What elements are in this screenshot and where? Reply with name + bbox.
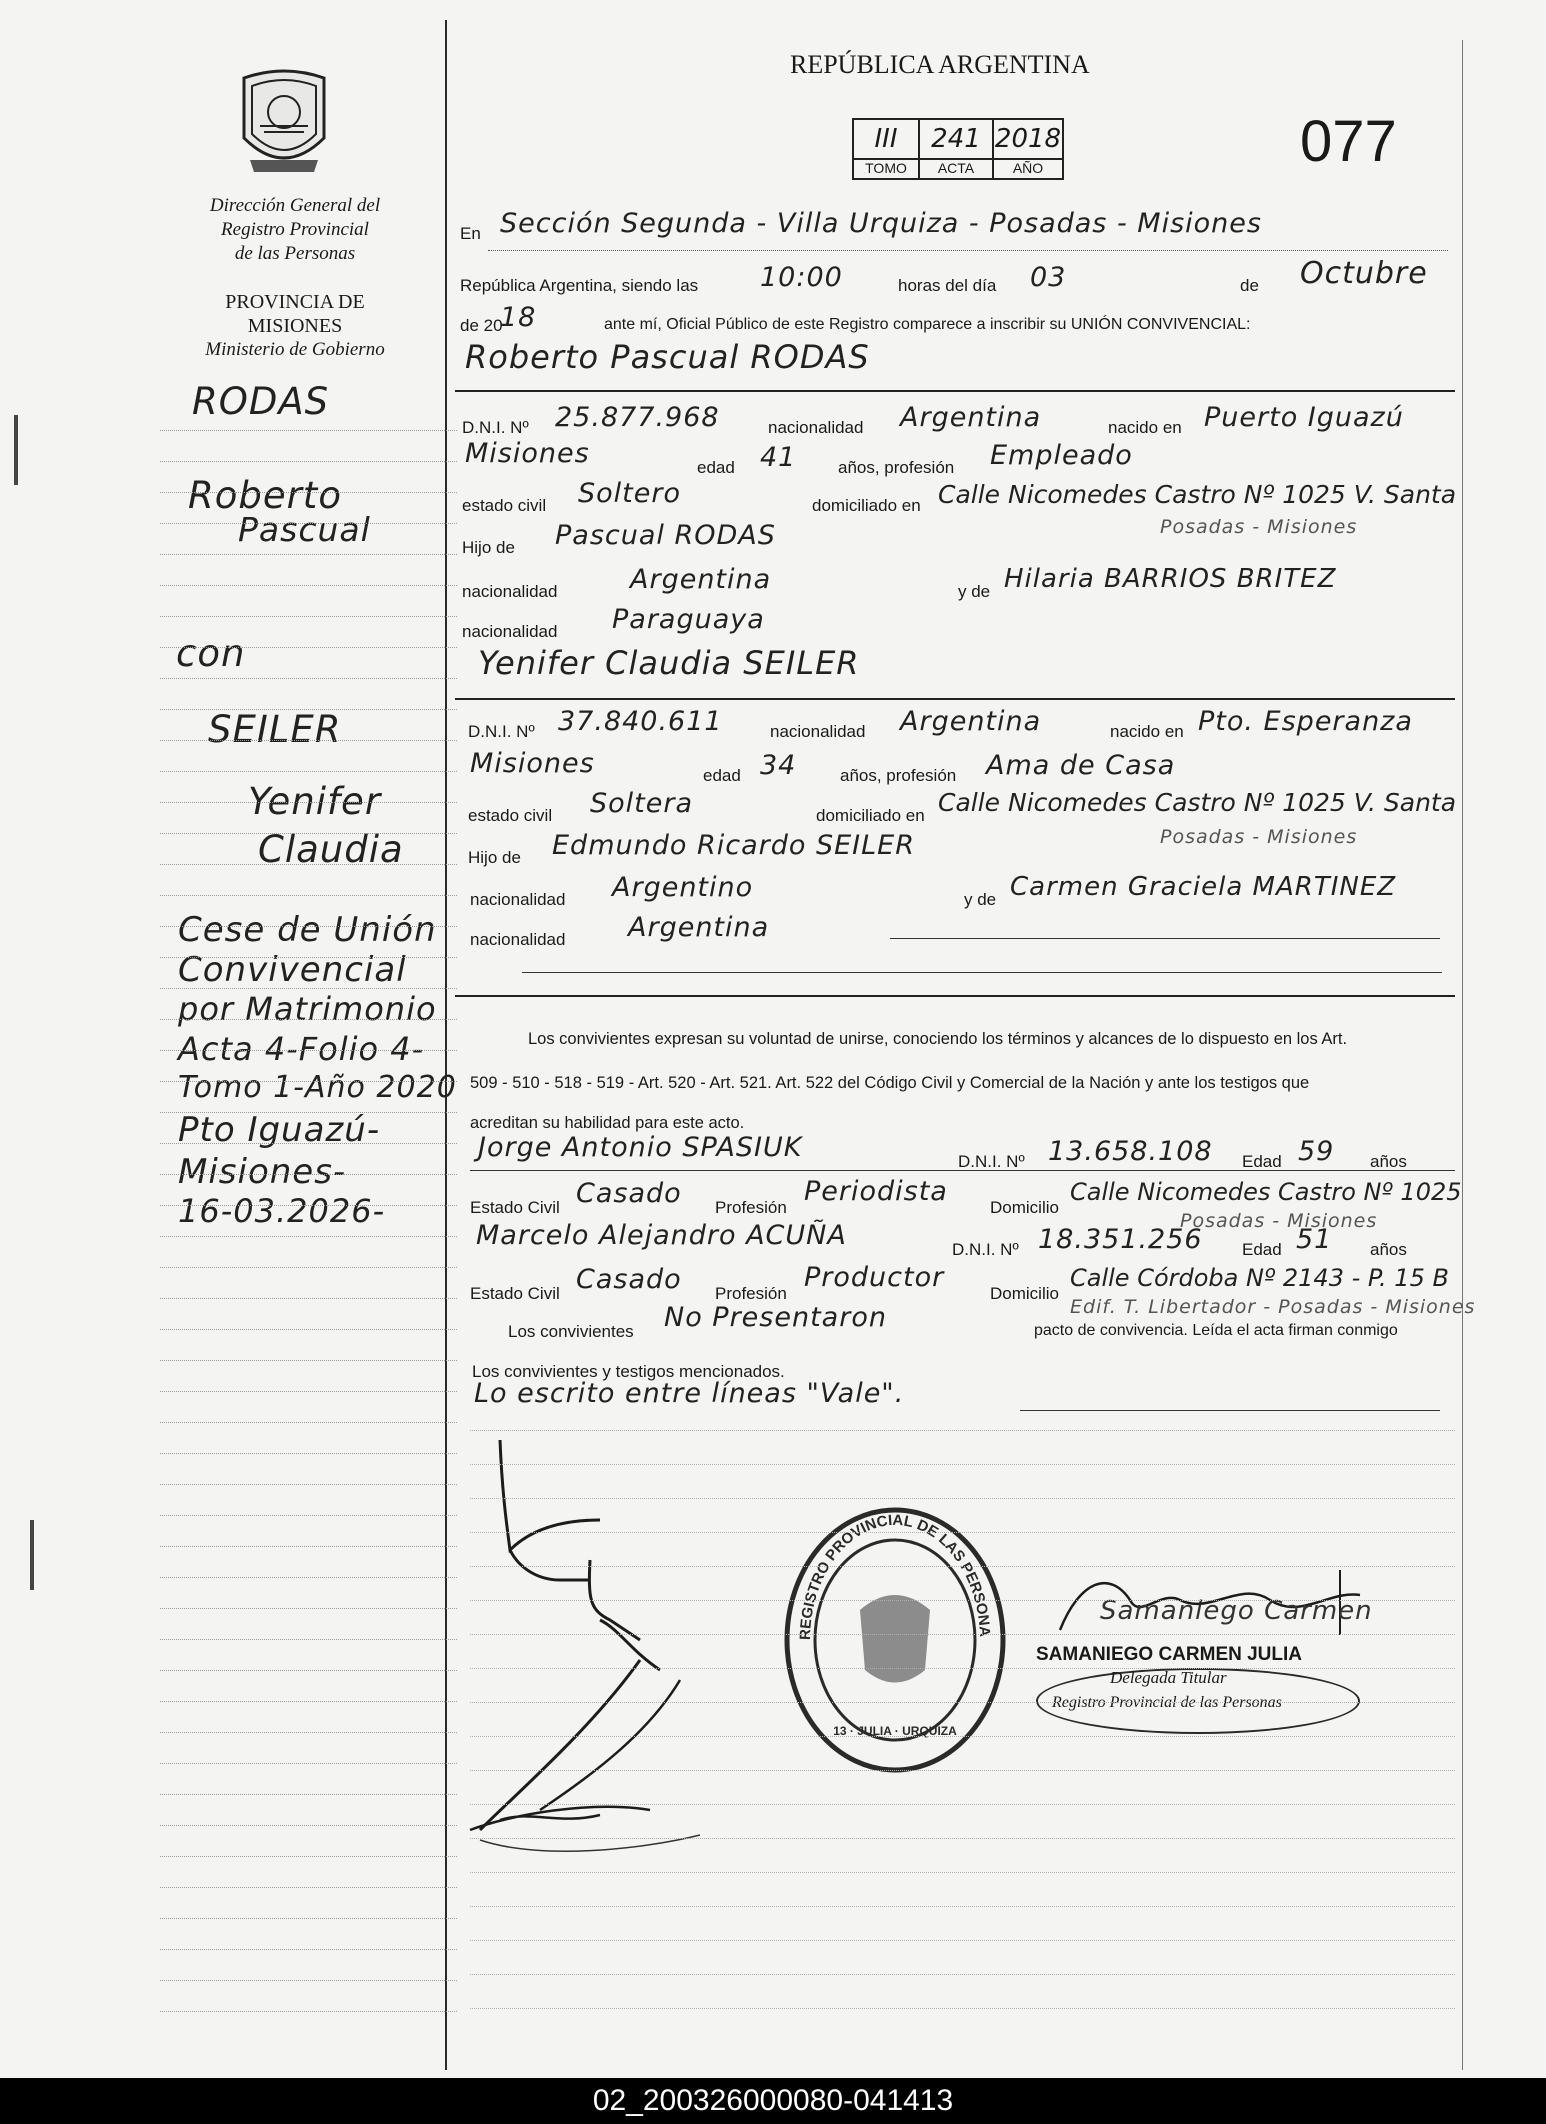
office-line-1: Dirección General del — [209, 195, 381, 216]
acta-label: ACTA — [918, 158, 994, 180]
person2-address-value: Calle Nicomedes Castro Nº 1025 V. Santa — [938, 788, 1457, 817]
person1-father-nat-label: nacionalidad — [462, 582, 558, 601]
person1-age-value: 41 — [760, 442, 797, 473]
margin-note-7: Misiones- — [178, 1152, 347, 1192]
witness2-dni-value: 18.351.256 — [1038, 1224, 1203, 1255]
margin-rule-line — [160, 585, 457, 586]
margin-rule-line — [160, 864, 457, 865]
person2-yde-label: y de — [964, 890, 997, 909]
margin-note-1: Cese de Unión — [178, 910, 437, 950]
person1-profession-value: Empleado — [990, 440, 1133, 471]
witness2-profession-label: Profesión — [715, 1284, 787, 1303]
margin-rule-line — [160, 1825, 457, 1826]
person1-yde-label: y de — [958, 582, 991, 601]
witness2-years-label: años — [1370, 1240, 1407, 1259]
margin-rule-line — [160, 1143, 457, 1144]
margin-rule-line — [160, 647, 457, 648]
margin-rule-line — [160, 678, 457, 679]
witness1-address-value: Calle Nicomedes Castro Nº 1025 — [1070, 1178, 1462, 1206]
province-block — [160, 290, 430, 362]
person2-mother-nat-value: Argentina — [628, 912, 770, 943]
location-value: Sección Segunda - Villa Urquiza - Posadas - Misiones — [500, 208, 1262, 239]
person2-birthplace-label: nacido en — [1110, 722, 1184, 741]
person2-address-label: domiciliado en — [816, 806, 925, 825]
margin-rule-line — [160, 1236, 457, 1237]
person2-full-name: Yenifer Claudia SEILER — [478, 644, 860, 682]
person1-birthplace-label: nacido en — [1108, 418, 1182, 437]
person2-father-nat-value: Argentino — [612, 872, 754, 903]
witness1-dni-label: D.N.I. Nº — [958, 1152, 1025, 1171]
binding-mark-top — [14, 415, 18, 485]
person2-mother-value: Carmen Graciela MARTINEZ — [1010, 872, 1397, 902]
person2-age-label: edad — [703, 766, 741, 785]
right-border — [1462, 40, 1463, 2070]
margin-rule-line — [160, 1608, 457, 1609]
margin-rule-line — [160, 1422, 457, 1423]
acta-box: 241 — [918, 118, 994, 160]
margin-rule-line — [160, 1050, 457, 1051]
margin-rule-line — [160, 802, 457, 803]
witness1-profession-label: Profesión — [715, 1198, 787, 1217]
person2-address-line2: Posadas - Misiones — [1160, 826, 1358, 848]
margin-rule-line — [160, 1794, 457, 1795]
registry-stamp — [780, 1500, 1010, 1780]
body-rule-line — [470, 1804, 1455, 1805]
margin-given-1a: Roberto — [188, 474, 342, 517]
official-registry: Registro Provincial de las Personas — [1052, 1694, 1282, 1711]
body-rule-line — [470, 1498, 1455, 1499]
body-rule-line — [470, 1566, 1455, 1567]
party-signatures — [440, 1430, 740, 1860]
witness1-profession-value: Periodista — [804, 1176, 948, 1207]
margin-rule-line — [160, 1391, 457, 1392]
body-rule-line — [470, 1668, 1455, 1669]
closing-line: Los convivientes y testigos mencionados. — [472, 1362, 785, 1381]
coat-of-arms-seal — [236, 68, 332, 180]
office-name — [160, 194, 430, 266]
margin-rule-line — [160, 1174, 457, 1175]
witness1-age-label: Edad — [1242, 1152, 1282, 1171]
body-rule-line — [470, 1532, 1455, 1533]
margin-given-1b: Pascual — [238, 510, 371, 549]
year-suffix: 18 — [500, 302, 537, 333]
person2-father-nat-label: nacionalidad — [470, 890, 566, 909]
person1-province-value: Misiones — [465, 438, 590, 469]
person2-nationality-label: nacionalidad — [770, 722, 866, 741]
person1-mother-value: Hilaria BARRIOS BRITEZ — [1004, 564, 1337, 594]
month-value: Octubre — [1300, 256, 1428, 291]
person1-dni-value: 25.877.968 — [555, 402, 720, 433]
margin-rule-line — [160, 988, 457, 989]
margin-rule-line — [160, 2011, 457, 2012]
document-number: 077 — [1300, 109, 1397, 174]
margin-rule-line — [160, 1949, 457, 1950]
office-line-2: Registro Provincial — [221, 219, 369, 240]
pact-text: pacto de convivencia. Leída el acta firman conmigo — [1034, 1322, 1398, 1339]
person2-profession-value: Ama de Casa — [986, 750, 1176, 781]
body-rule-line — [470, 1736, 1455, 1737]
margin-rule-line — [160, 1360, 457, 1361]
barcode-footer: 02_200326000080-041413 — [0, 2078, 1546, 2124]
margin-rule-line — [160, 1298, 457, 1299]
witness1-name-value: Jorge Antonio SPASIUK — [478, 1132, 803, 1163]
official-signature-text: Samaniego Carmen — [1100, 1596, 1373, 1626]
witness2-name-value: Marcelo Alejandro ACUÑA — [476, 1220, 847, 1251]
body-rule-line — [470, 1940, 1455, 1941]
stamp-text: REGISTRO PROVINCIAL DE LAS PERSONA — [796, 1511, 994, 1641]
margin-rule-line — [160, 1918, 457, 1919]
person2-province-value: Misiones — [470, 748, 595, 779]
location-rule — [488, 250, 1448, 251]
person1-father-nat-value: Argentina — [630, 564, 772, 595]
margin-note-2: Convivencial — [178, 950, 407, 990]
person1-age-label: edad — [697, 458, 735, 477]
witness1-civil-label: Estado Civil — [470, 1198, 560, 1217]
office-line-3: de las Personas — [234, 243, 356, 264]
person1-civil-label: estado civil — [462, 496, 547, 515]
margin-rule-line — [160, 1670, 457, 1671]
margin-rule-line — [160, 1763, 457, 1764]
witness2-civil-label: Estado Civil — [470, 1284, 560, 1303]
person2-profession-label: años, profesión — [840, 766, 957, 785]
body-rule-line — [470, 1702, 1455, 1703]
witness2-address-value: Calle Córdoba Nº 2143 - P. 15 B — [1070, 1264, 1449, 1292]
legal-line-2: 509 - 510 - 518 - 519 - Art. 520 - Art. 521. Art. 522 del Código Civil y Comercial de la Nación y ante los testigos que — [470, 1074, 1310, 1092]
body-rule-line — [470, 1600, 1455, 1601]
person1-name-rule — [455, 390, 1455, 392]
person1-address-value: Calle Nicomedes Castro Nº 1025 V. Santa — [938, 480, 1457, 509]
person2-father-value: Edmundo Ricardo SEILER — [552, 830, 915, 861]
witness2-address-label: Domicilio — [990, 1284, 1059, 1303]
ministry-line: Ministerio de Gobierno — [205, 339, 385, 360]
person2-name-rule — [455, 698, 1455, 700]
margin-note-4: Acta 4-Folio 4- — [178, 1030, 425, 1068]
witness2-dni-label: D.N.I. Nº — [952, 1240, 1019, 1259]
horas-label: horas del día — [898, 276, 997, 295]
margin-rule-line — [160, 1205, 457, 1206]
margin-rule-line — [160, 430, 457, 431]
margin-rule-line — [160, 1453, 457, 1454]
margin-rule-line — [160, 1081, 457, 1082]
person1-father-value: Pascual RODAS — [555, 520, 776, 551]
person2-birthplace-value: Pto. Esperanza — [1198, 706, 1413, 737]
person2-age-value: 34 — [760, 750, 797, 781]
margin-rule-line — [160, 1019, 457, 1020]
margin-rule-line — [160, 1732, 457, 1733]
margin-surname-1: RODAS — [192, 380, 330, 423]
person1-parent-label: Hijo de — [462, 538, 515, 557]
margin-rule-line — [160, 1887, 457, 1888]
republic-label: República Argentina, siendo las — [460, 276, 699, 295]
person1-address-label: domiciliado en — [812, 496, 921, 515]
person2-mother-nat-label: nacionalidad — [470, 930, 566, 949]
erratum-rule — [1020, 1410, 1440, 1411]
witness2-age-label: Edad — [1242, 1240, 1282, 1259]
margin-rule-line — [160, 771, 457, 772]
anio-box: 2018 — [992, 118, 1064, 160]
witness2-civil-value: Casado — [576, 1264, 682, 1295]
margin-rule-line — [160, 554, 457, 555]
margin-rule-line — [160, 461, 457, 462]
person1-mother-nat-value: Paraguaya — [612, 604, 765, 635]
margin-rule-line — [160, 1546, 457, 1547]
margin-given-2a: Yenifer — [248, 780, 382, 823]
person1-mother-nat-label: nacionalidad — [462, 622, 558, 641]
day-value: 03 — [1030, 262, 1067, 293]
legal-line-1: Los convivientes expresan su voluntad de unirse, conociendo los términos y alcances de lo dispuesto en los Art. — [528, 1030, 1348, 1048]
province-line-2: MISIONES — [247, 315, 343, 337]
margin-rule-line — [160, 616, 457, 617]
body-rule-line — [470, 1634, 1455, 1635]
convivientes-label: Los convivientes — [508, 1322, 634, 1341]
margin-rule-line — [160, 1701, 457, 1702]
margin-rule-line — [160, 492, 457, 493]
body-rule-line — [470, 1974, 1455, 1975]
person2-civil-value: Soltera — [590, 788, 694, 819]
tomo-label: TOMO — [852, 158, 920, 180]
person1-birthplace-value: Puerto Iguazú — [1204, 402, 1404, 433]
anio-label: AÑO — [992, 158, 1064, 180]
margin-rule-line — [160, 833, 457, 834]
margin-rule-line — [160, 1980, 457, 1981]
witness1-address-label: Domicilio — [990, 1198, 1059, 1217]
pact-value: No Presentaron — [664, 1302, 887, 1333]
margin-rule-line — [160, 709, 457, 710]
margin-rule-line — [160, 957, 457, 958]
margin-rule-line — [160, 1112, 457, 1113]
witness1-name-rule — [470, 1170, 1455, 1171]
person1-full-name: Roberto Pascual RODAS — [465, 338, 870, 376]
margin-rule-line — [160, 926, 457, 927]
person1-profession-label: años, profesión — [838, 458, 955, 477]
province-line-1: PROVINCIA DE — [225, 291, 365, 313]
body-rule-line — [470, 2008, 1455, 2009]
erratum-value: Lo escrito entre líneas "Vale". — [474, 1378, 905, 1409]
margin-rule-line — [160, 1484, 457, 1485]
en-label: En — [460, 224, 481, 243]
margin-rule-line — [160, 740, 457, 741]
person1-civil-value: Soltero — [578, 478, 681, 509]
hour-value: 10:00 — [760, 262, 843, 293]
witness2-profession-value: Productor — [804, 1262, 945, 1293]
margin-rule-line — [160, 1267, 457, 1268]
body-rule-line — [470, 1430, 1455, 1431]
tomo-box: III — [852, 118, 920, 160]
margin-rule-line — [160, 1577, 457, 1578]
blank-rule-2 — [522, 972, 1442, 973]
blank-rule-1 — [890, 938, 1440, 939]
section-divider — [455, 995, 1455, 997]
margin-rule-line — [160, 523, 457, 524]
year-prefix: de 20 — [460, 316, 503, 335]
body-rule-line — [470, 1838, 1455, 1839]
person1-dni-label: D.N.I. Nº — [462, 418, 529, 437]
margin-rule-line — [160, 895, 457, 896]
person2-parent-label: Hijo de — [468, 848, 521, 867]
margin-note-8: 16-03.2026- — [178, 1192, 386, 1230]
margin-rule-line — [160, 1856, 457, 1857]
country-title: REPÚBLICA ARGENTINA — [790, 50, 1090, 79]
body-rule-line — [470, 1464, 1455, 1465]
person1-nationality-value: Argentina — [900, 402, 1042, 433]
margin-note-5: Tomo 1-Año 2020 — [178, 1070, 457, 1105]
body-rule-line — [470, 1872, 1455, 1873]
person2-nationality-value: Argentina — [900, 706, 1042, 737]
margin-rule-line — [160, 1639, 457, 1640]
de-label: de — [1240, 276, 1259, 295]
witness1-address-line2: Posadas - Misiones — [1180, 1210, 1378, 1232]
margin-given-2b: Claudia — [258, 828, 404, 871]
margin-connector: con — [176, 632, 246, 675]
official-title: Delegada Titular — [1110, 1668, 1227, 1687]
person2-dni-label: D.N.I. Nº — [468, 722, 535, 741]
body-rule-line — [470, 1906, 1455, 1907]
intro-statement: ante mí, Oficial Público de este Registro comparece a inscribir su UNIÓN CONVIVENCIAL: — [604, 316, 1251, 333]
witness1-civil-value: Casado — [576, 1178, 682, 1209]
person2-civil-label: estado civil — [468, 806, 553, 825]
witness2-address-line2: Edif. T. Libertador - Posadas - Misiones — [1070, 1296, 1476, 1318]
body-rule-line — [470, 1770, 1455, 1771]
official-name: SAMANIEGO CARMEN JULIA — [1036, 1644, 1303, 1665]
witness1-years-label: años — [1370, 1152, 1407, 1171]
margin-note-3: por Matrimonio — [178, 990, 437, 1028]
person1-nationality-label: nacionalidad — [768, 418, 864, 437]
witness1-age-value: 59 — [1298, 1136, 1335, 1167]
witness1-dni-value: 13.658.108 — [1048, 1136, 1213, 1167]
witness2-age-value: 51 — [1296, 1224, 1333, 1255]
stamp-inner-text: 13 · JULIA · URQUIZA — [833, 1724, 957, 1738]
person1-address-line2: Posadas - Misiones — [1160, 516, 1358, 538]
margin-rule-line — [160, 1515, 457, 1516]
margin-rule-line — [160, 1329, 457, 1330]
legal-line-3: acreditan su habilidad para este acto. — [470, 1114, 745, 1132]
margin-surname-2: SEILER — [208, 708, 342, 751]
margin-note-6: Pto Iguazú- — [178, 1110, 381, 1150]
binding-mark-bottom — [30, 1520, 34, 1590]
person2-dni-value: 37.840.611 — [558, 706, 723, 737]
